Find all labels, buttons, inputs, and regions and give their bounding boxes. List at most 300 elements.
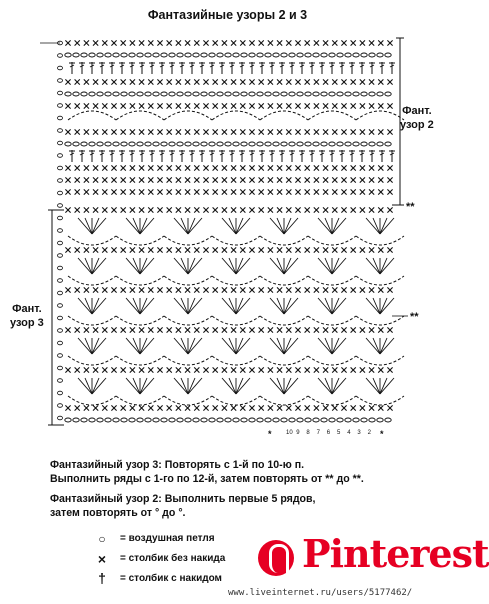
double-crochet-fan bbox=[373, 378, 380, 394]
double-crochet-fan bbox=[140, 218, 154, 234]
row-edge-marker bbox=[58, 291, 63, 295]
row-edge-marker bbox=[58, 354, 63, 358]
double-crochet-fan bbox=[373, 218, 380, 234]
double-crochet-fan bbox=[222, 338, 236, 354]
chain-stitch-icon bbox=[201, 418, 207, 422]
chain-stitch-icon bbox=[217, 418, 223, 422]
double-crochet-fan bbox=[332, 218, 346, 234]
double-crochet-fan bbox=[92, 218, 106, 234]
chain-stitch-icon bbox=[185, 418, 191, 422]
chain-stitch-icon bbox=[385, 142, 391, 146]
double-crochet-fan bbox=[188, 298, 195, 314]
chain-stitch-icon bbox=[169, 142, 175, 146]
chain-stitch-icon bbox=[73, 418, 79, 422]
chain-stitch-icon bbox=[241, 142, 247, 146]
chain-stitch-icon bbox=[249, 142, 255, 146]
chain-stitch-icon bbox=[105, 92, 111, 96]
double-crochet-fan bbox=[133, 258, 140, 274]
chain-arch bbox=[356, 276, 404, 285]
chain-stitch-icon bbox=[297, 418, 303, 422]
double-crochet-fan bbox=[366, 218, 380, 234]
chain-stitch-icon bbox=[121, 53, 127, 57]
chain-arch bbox=[68, 111, 116, 120]
double-crochet-fan bbox=[133, 378, 140, 394]
chain-stitch-icon bbox=[265, 53, 271, 57]
chain-arch bbox=[308, 111, 356, 120]
chain-stitch-icon bbox=[137, 53, 143, 57]
double-crochet-fan bbox=[85, 298, 92, 314]
double-crochet-fan bbox=[85, 258, 92, 274]
double-crochet-fan bbox=[236, 258, 250, 274]
chain-stitch-icon bbox=[345, 53, 351, 57]
double-crochet-fan bbox=[85, 218, 92, 234]
chain-stitch-icon bbox=[233, 142, 239, 146]
double-crochet-fan bbox=[332, 298, 339, 314]
chain-arch bbox=[356, 396, 404, 405]
double-crochet-fan bbox=[222, 258, 236, 274]
chain-stitch-icon bbox=[185, 53, 191, 57]
chain-stitch-icon bbox=[225, 92, 231, 96]
row-edge-marker bbox=[58, 416, 63, 420]
double-crochet-fan bbox=[188, 338, 195, 354]
double-crochet-fan bbox=[318, 258, 332, 274]
chain-stitch-icon bbox=[241, 418, 247, 422]
double-crochet-icon: † bbox=[98, 570, 106, 586]
double-crochet-fan bbox=[270, 338, 284, 354]
double-crochet-fan bbox=[380, 378, 387, 394]
row-edge-marker bbox=[58, 66, 63, 70]
chain-stitch-icon bbox=[313, 142, 319, 146]
row-edge-marker bbox=[58, 404, 63, 408]
double-crochet-fan bbox=[380, 378, 394, 394]
double-crochet-fan bbox=[126, 258, 140, 274]
chain-stitch-icon bbox=[225, 142, 231, 146]
double-crochet-fan bbox=[270, 378, 284, 394]
chain-arch bbox=[164, 396, 212, 405]
chain-stitch-icon bbox=[145, 92, 151, 96]
chain-stitch-icon bbox=[217, 142, 223, 146]
chain-arch bbox=[260, 396, 308, 405]
chain-stitch-icon bbox=[65, 418, 71, 422]
chain-stitch-icon bbox=[97, 53, 103, 57]
double-crochet-fan bbox=[188, 218, 202, 234]
chain-stitch-icon bbox=[361, 92, 367, 96]
double-crochet-fan bbox=[380, 218, 387, 234]
chain-stitch-icon bbox=[305, 142, 311, 146]
double-crochet-fan bbox=[126, 218, 140, 234]
chain-stitch-icon bbox=[313, 92, 319, 96]
row-edge-marker bbox=[58, 191, 63, 195]
double-crochet-fan bbox=[277, 378, 284, 394]
chain-stitch-icon bbox=[353, 142, 359, 146]
chain-arch bbox=[260, 356, 308, 365]
repeat-marker-top: ** bbox=[406, 201, 415, 213]
chain-stitch-icon bbox=[337, 142, 343, 146]
row-edge-marker bbox=[58, 266, 63, 270]
chain-stitch-icon bbox=[193, 92, 199, 96]
double-crochet-fan bbox=[284, 338, 298, 354]
chain-stitch-icon bbox=[89, 92, 95, 96]
chain-stitch-icon bbox=[145, 142, 151, 146]
chain-stitch-icon bbox=[209, 418, 215, 422]
chain-arch bbox=[356, 316, 404, 325]
chain-arch bbox=[116, 396, 164, 405]
chain-stitch-icon bbox=[169, 53, 175, 57]
chain-stitch-icon bbox=[345, 418, 351, 422]
chain-arch bbox=[116, 316, 164, 325]
chain-stitch-icon bbox=[289, 418, 295, 422]
double-crochet-fan bbox=[373, 298, 380, 314]
chain-arch bbox=[116, 356, 164, 365]
chain-stitch-icon bbox=[73, 92, 79, 96]
chain-stitch-icon bbox=[297, 92, 303, 96]
chain-stitch-icon bbox=[169, 92, 175, 96]
double-crochet-fan bbox=[236, 218, 250, 234]
chain-stitch-icon bbox=[313, 53, 319, 57]
instruction-line-4: затем повторять от ° до °. bbox=[50, 507, 186, 519]
double-crochet-fan bbox=[236, 218, 243, 234]
chain-stitch-icon bbox=[129, 418, 135, 422]
chain-stitch-icon bbox=[377, 418, 383, 422]
legend-dc-text: = столбик с накидом bbox=[120, 573, 222, 584]
chain-stitch-icon bbox=[233, 92, 239, 96]
chain-stitch-icon bbox=[193, 53, 199, 57]
double-crochet-fan bbox=[325, 338, 332, 354]
double-crochet-fan bbox=[174, 298, 188, 314]
double-crochet-fan bbox=[236, 298, 250, 314]
chain-arch bbox=[68, 396, 116, 405]
chain-arch bbox=[308, 316, 356, 325]
chain-stitch-icon bbox=[113, 92, 119, 96]
double-crochet-fan bbox=[188, 218, 195, 234]
double-crochet-fan bbox=[140, 218, 147, 234]
double-crochet-fan bbox=[229, 258, 236, 274]
pinterest-logo-icon bbox=[258, 540, 294, 576]
double-crochet-fan bbox=[284, 298, 298, 314]
double-crochet-fan bbox=[366, 298, 380, 314]
pattern-3-label-line1: Фант. bbox=[12, 303, 42, 315]
row-edge-marker bbox=[58, 154, 63, 158]
chain-stitch-icon bbox=[321, 142, 327, 146]
chain-stitch-icon bbox=[361, 142, 367, 146]
row-edge-marker bbox=[58, 366, 63, 370]
double-crochet-fan bbox=[284, 258, 291, 274]
double-crochet-fan bbox=[277, 338, 284, 354]
chain-arch bbox=[260, 316, 308, 325]
double-crochet-fan bbox=[222, 298, 236, 314]
chain-stitch-icon bbox=[209, 142, 215, 146]
chain-stitch-icon bbox=[289, 92, 295, 96]
chain-arch bbox=[356, 356, 404, 365]
double-crochet-fan bbox=[332, 378, 346, 394]
double-crochet-fan bbox=[181, 338, 188, 354]
double-crochet-fan bbox=[140, 338, 154, 354]
double-crochet-fan bbox=[277, 258, 284, 274]
double-crochet-fan bbox=[332, 338, 339, 354]
chain-stitch-icon bbox=[113, 418, 119, 422]
chain-stitch-icon bbox=[217, 92, 223, 96]
chain-stitch-icon bbox=[353, 53, 359, 57]
diagram-title: Фантазийные узоры 2 и 3 bbox=[147, 8, 308, 22]
chain-stitch-icon bbox=[201, 53, 207, 57]
chain-stitch-icon bbox=[385, 418, 391, 422]
row-edge-marker bbox=[58, 329, 63, 333]
double-crochet-fan bbox=[284, 378, 291, 394]
double-crochet-fan bbox=[92, 378, 106, 394]
chain-stitch-icon bbox=[113, 53, 119, 57]
double-crochet-fan bbox=[92, 258, 99, 274]
chain-stitch-icon bbox=[201, 92, 207, 96]
double-crochet-fan bbox=[229, 378, 236, 394]
double-crochet-fan bbox=[318, 218, 332, 234]
double-crochet-fan bbox=[380, 258, 394, 274]
chain-stitch-icon bbox=[257, 142, 263, 146]
stitch-number: 8 bbox=[306, 430, 310, 436]
chain-arch bbox=[116, 111, 164, 120]
double-crochet-fan bbox=[332, 218, 339, 234]
chain-stitch-icon bbox=[305, 53, 311, 57]
chain-stitch-icon bbox=[201, 142, 207, 146]
chain-stitch-icon bbox=[89, 418, 95, 422]
stitch-number: 9 bbox=[296, 430, 300, 436]
instruction-line-1: Фантазийный узор 3: Повторять с 1-й по 10-ю п. bbox=[50, 459, 305, 471]
double-crochet-fan bbox=[140, 298, 154, 314]
stitch-number: 7 bbox=[316, 430, 320, 436]
double-crochet-fan bbox=[78, 218, 92, 234]
double-crochet-fan bbox=[270, 298, 284, 314]
double-crochet-fan bbox=[181, 218, 188, 234]
chain-stitch-icon bbox=[129, 53, 135, 57]
chain-stitch-icon bbox=[281, 53, 287, 57]
chain-arch bbox=[116, 236, 164, 245]
chain-arch bbox=[308, 396, 356, 405]
chain-stitch-icon bbox=[345, 142, 351, 146]
double-crochet-fan bbox=[229, 338, 236, 354]
stitch-number: 3 bbox=[357, 430, 361, 436]
stitch-number: 5 bbox=[337, 430, 341, 436]
double-crochet-fan bbox=[174, 378, 188, 394]
double-crochet-fan bbox=[284, 218, 291, 234]
chain-stitch-icon bbox=[329, 53, 335, 57]
chain-stitch-icon bbox=[185, 142, 191, 146]
row-edge-marker bbox=[58, 179, 63, 183]
double-crochet-fan bbox=[380, 258, 387, 274]
chain-stitch-icon bbox=[73, 53, 79, 57]
repeat-marker-bottom: ** bbox=[410, 311, 419, 323]
chain-arch bbox=[164, 356, 212, 365]
chain-stitch-icon bbox=[177, 142, 183, 146]
chain-stitch-icon bbox=[65, 53, 71, 57]
chain-stitch-icon bbox=[81, 142, 87, 146]
chain-stitch-icon bbox=[81, 418, 87, 422]
double-crochet-fan bbox=[92, 258, 106, 274]
double-crochet-fan bbox=[373, 258, 380, 274]
chain-stitch-icon bbox=[177, 418, 183, 422]
double-crochet-fan bbox=[236, 258, 243, 274]
double-crochet-fan bbox=[366, 378, 380, 394]
chain-stitch-icon bbox=[249, 418, 255, 422]
double-crochet-fan bbox=[174, 338, 188, 354]
pattern-2-label-line2: узор 2 bbox=[400, 119, 434, 131]
pattern-3-label bbox=[10, 302, 44, 330]
double-crochet-fan bbox=[188, 258, 195, 274]
double-crochet-fan bbox=[140, 378, 147, 394]
chain-stitch-icon bbox=[353, 418, 359, 422]
double-crochet-fan bbox=[318, 378, 332, 394]
chain-stitch-icon bbox=[153, 92, 159, 96]
double-crochet-fan bbox=[188, 378, 202, 394]
chain-arch bbox=[68, 356, 116, 365]
pattern-3-label-line2: узор 3 bbox=[10, 317, 44, 329]
double-crochet-fan bbox=[284, 258, 298, 274]
double-crochet-fan bbox=[188, 298, 202, 314]
chain-stitch-icon bbox=[241, 53, 247, 57]
double-crochet-fan bbox=[284, 218, 298, 234]
chain-stitch-icon bbox=[257, 418, 263, 422]
double-crochet-fan bbox=[229, 298, 236, 314]
stitch-number: 10 bbox=[286, 430, 293, 436]
chain-stitch-icon bbox=[225, 53, 231, 57]
chain-stitch-icon bbox=[377, 53, 383, 57]
double-crochet-fan bbox=[380, 218, 394, 234]
chain-stitch-icon bbox=[249, 53, 255, 57]
chain-stitch-icon bbox=[105, 53, 111, 57]
pinterest-wordmark: Pinterest bbox=[302, 531, 489, 576]
double-crochet-fan bbox=[236, 378, 250, 394]
double-crochet-fan bbox=[284, 338, 291, 354]
chain-stitch-icon bbox=[241, 92, 247, 96]
chain-stitch-icon bbox=[305, 92, 311, 96]
chain-stitch-icon bbox=[369, 142, 375, 146]
chain-stitch-icon bbox=[329, 92, 335, 96]
source-url: www.liveinternet.ru/users/5177462/ bbox=[228, 588, 413, 598]
double-crochet-fan bbox=[270, 258, 284, 274]
chain-stitch-icon bbox=[273, 418, 279, 422]
double-crochet-fan bbox=[78, 378, 92, 394]
chain-stitch-icon bbox=[369, 92, 375, 96]
chain-stitch-icon bbox=[337, 53, 343, 57]
chain-stitch-icon bbox=[265, 92, 271, 96]
row-edge-marker bbox=[58, 104, 63, 108]
double-crochet-fan bbox=[284, 378, 298, 394]
chain-stitch-icon bbox=[361, 53, 367, 57]
chain-stitch-icon bbox=[145, 53, 151, 57]
double-crochet-fan bbox=[332, 338, 346, 354]
double-crochet-fan bbox=[92, 218, 99, 234]
double-crochet-fan bbox=[174, 218, 188, 234]
double-crochet-fan bbox=[181, 378, 188, 394]
chain-stitch-icon bbox=[193, 418, 199, 422]
legend-chain-text: = воздушная петля bbox=[120, 533, 215, 544]
double-crochet-fan bbox=[140, 338, 147, 354]
chain-stitch-icon bbox=[105, 418, 111, 422]
instruction-line-2: Выполнить ряды с 1-го по 12-й, затем повторять от ** до **. bbox=[50, 473, 364, 485]
row-edge-marker bbox=[58, 91, 63, 95]
stitch-number: 6 bbox=[326, 430, 331, 436]
chain-arch bbox=[164, 276, 212, 285]
row-edge-marker bbox=[58, 391, 63, 395]
chain-stitch-icon bbox=[137, 142, 143, 146]
chain-stitch-icon bbox=[89, 53, 95, 57]
double-crochet-fan bbox=[325, 378, 332, 394]
double-crochet-fan bbox=[222, 378, 236, 394]
chain-stitch-icon bbox=[249, 92, 255, 96]
chain-arch bbox=[356, 111, 404, 120]
chain-arch bbox=[68, 236, 116, 245]
double-crochet-fan bbox=[318, 298, 332, 314]
chain-stitch-icon bbox=[137, 92, 143, 96]
double-crochet-fan bbox=[126, 298, 140, 314]
row-edge-marker bbox=[58, 204, 63, 208]
chain-stitch-icon bbox=[337, 418, 343, 422]
double-crochet-fan bbox=[140, 378, 154, 394]
chain-stitch-icon bbox=[161, 92, 167, 96]
chain-stitch-icon bbox=[273, 92, 279, 96]
row-edge-marker bbox=[58, 166, 63, 170]
double-crochet-fan bbox=[92, 338, 99, 354]
chain-arch bbox=[212, 111, 260, 120]
double-crochet-fan bbox=[332, 298, 346, 314]
chain-stitch-icon bbox=[193, 142, 199, 146]
chain-stitch-icon bbox=[233, 418, 239, 422]
chain-stitch-icon bbox=[313, 418, 319, 422]
chain-stitch-icon bbox=[289, 142, 295, 146]
chain-stitch-icon bbox=[113, 142, 119, 146]
repeat-end-star: * bbox=[380, 429, 384, 439]
chain-stitch-icon bbox=[153, 418, 159, 422]
double-crochet-fan bbox=[181, 258, 188, 274]
chain-stitch-icon bbox=[161, 418, 167, 422]
chain-stitch-icon bbox=[161, 53, 167, 57]
chain-stitch-icon bbox=[153, 53, 159, 57]
row-edge-marker bbox=[58, 129, 63, 133]
chain-arch bbox=[116, 276, 164, 285]
chain-stitch-icon bbox=[177, 53, 183, 57]
instruction-line-3: Фантазийный узор 2: Выполнить первые 5 рядов, bbox=[50, 493, 316, 505]
row-edge-marker bbox=[58, 79, 63, 83]
row-edge-marker bbox=[58, 229, 63, 233]
chain-stitch-icon bbox=[97, 418, 103, 422]
chain-stitch-icon bbox=[233, 53, 239, 57]
double-crochet-fan bbox=[236, 298, 243, 314]
double-crochet-fan bbox=[92, 298, 99, 314]
double-crochet-fan bbox=[133, 338, 140, 354]
chain-stitch-icon bbox=[89, 142, 95, 146]
double-crochet-fan bbox=[373, 338, 380, 354]
double-crochet-fan bbox=[325, 298, 332, 314]
single-crochet-icon: × bbox=[97, 551, 107, 567]
double-crochet-fan bbox=[140, 258, 154, 274]
chain-arch bbox=[260, 236, 308, 245]
double-crochet-fan bbox=[188, 338, 202, 354]
chain-arch bbox=[308, 356, 356, 365]
double-crochet-fan bbox=[181, 298, 188, 314]
row-edge-marker bbox=[58, 254, 63, 258]
chain-stitch-icon bbox=[385, 92, 391, 96]
chain-arch bbox=[260, 276, 308, 285]
chain-stitch-icon bbox=[281, 418, 287, 422]
double-crochet-fan bbox=[140, 298, 147, 314]
double-crochet-fan bbox=[270, 218, 284, 234]
double-crochet-fan bbox=[380, 338, 387, 354]
pattern-2-label bbox=[400, 104, 434, 132]
chain-stitch-icon bbox=[81, 92, 87, 96]
double-crochet-fan bbox=[277, 298, 284, 314]
chain-stitch-icon bbox=[289, 53, 295, 57]
chain-stitch-icon bbox=[185, 92, 191, 96]
chain-arch bbox=[212, 236, 260, 245]
chain-stitch-icon bbox=[257, 53, 263, 57]
